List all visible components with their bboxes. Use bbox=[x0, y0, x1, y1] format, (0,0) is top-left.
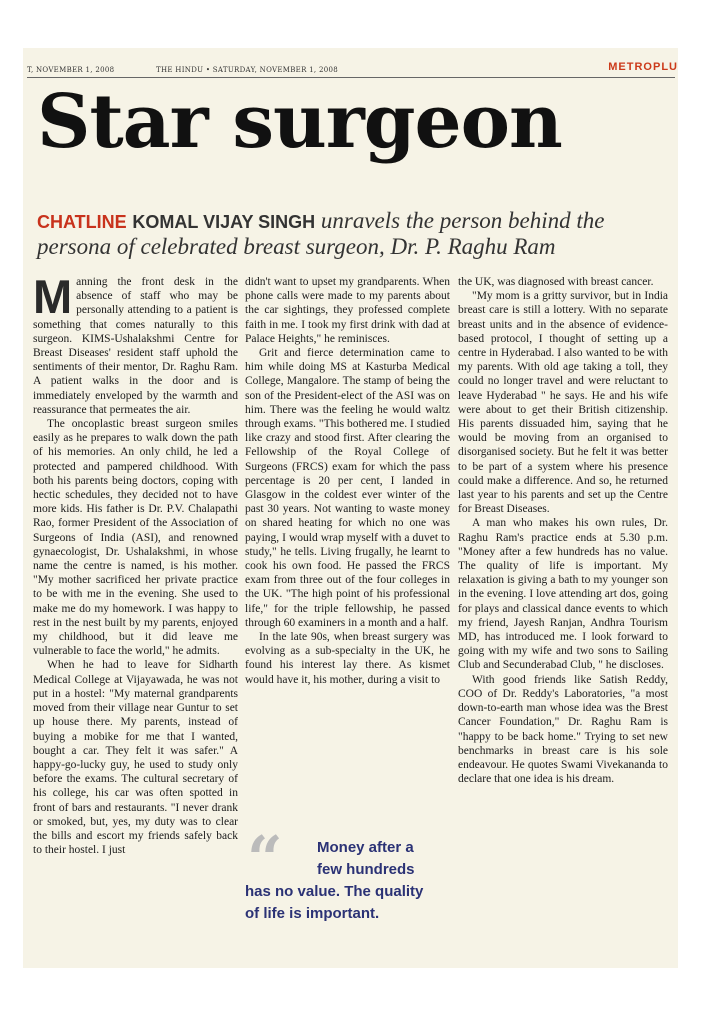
chatline-label: CHATLINE bbox=[37, 212, 127, 232]
article-column-3 bbox=[458, 275, 668, 786]
byline: KOMAL VIJAY SINGH bbox=[132, 212, 316, 232]
deck-text: unravels the person behind the persona of celebrated breast surgeon, Dr. P. Raghu Ram bbox=[37, 208, 605, 260]
article-column-1 bbox=[33, 270, 238, 857]
headline: Star surgeon bbox=[37, 79, 562, 165]
deck bbox=[37, 208, 667, 261]
header-masthead: THE HINDU • SATURDAY, NOVEMBER 1, 2008 bbox=[156, 66, 338, 74]
header-date-left: T, NOVEMBER 1, 2008 bbox=[27, 66, 115, 74]
pull-quote-line: Money after a bbox=[317, 839, 414, 856]
pull-quote bbox=[245, 822, 450, 932]
article-paragraph: When he had to leave for Sidharth Medical College at Vijayawada, he was not put in a hostel: "My maternal grandparents moved from their village near Guntur to set up house there. My parents, instead of buying a mobike for me that I wanted, bought a car. They felt it was safer." A happy-go-lucky guy, he used to study only before the exams. The cultural secretary of his college, his car was often spotted in front of bars and restaurants. "I never drank or smoked, but, yes, my duty was to clear the bills and escort my friends safely back to their hostel. I just bbox=[33, 659, 238, 857]
article-paragraph: With good friends like Satish Reddy, COO of Dr. Reddy's Laboratories, "a most down-to-earth man whose idea was the Brest Cancer Foundation," Dr. Raghu Ram is "happy to be back home." Trying to set new benchmarks in breast care is his sole endeavour. He quotes Swami Vivekananda to declare that one idea is his dream. bbox=[458, 673, 668, 786]
article-column-2 bbox=[245, 275, 450, 687]
article-paragraph: In the late 90s, when breast surgery was evolving as a sub-specialty in the UK, he found his interest lay there. As kismet would have it, his mother, during a visit to bbox=[245, 631, 450, 686]
section-label: METROPLU bbox=[608, 61, 678, 73]
pull-quote-line: has no value. The quality bbox=[245, 883, 424, 900]
article-paragraph: The oncoplastic breast surgeon smiles easily as he prepares to walk down the path of his memories. An only child, he led a protected and pampered childhood. With both his parents being doctors, coping with hectic schedules, they decided not to have more kids. His father is Dr. P.V. Chalapathi Rao, former President of the Association of Surgeons of India (ASI), and renowned gynaecologist, Dr. Ushalakshmi, in whose name the centre is named, is his mother. "My mother sacrificed her private practice to be with me in the evening. She used to make me do my homework. I was happy to rest in the nest built by my parents, enjoyed my childhood, but it did leave me vulnerable to face the world," he admits. bbox=[33, 418, 238, 658]
pull-quote-line: few hundreds bbox=[317, 861, 415, 878]
article-paragraph: Grit and fierce determination came to him while doing MS at Kasturba Medical College, Mangalore. The stamp of being the son of the President-elect of the ASI was on him. There was the feeling he would waltz through exams. "This bothered me. I studied like crazy and stood first. After clearing the Fellowship of the Royal College of Surgeons (FRCS) exam for which the pass percentage is 20 per cent, I landed in Glasgow in the coldest ever winter of the past 30 years. Not wanting to waste money on shared heating for which no one was paying, I would wrap myself with a duvet to study," he tells. Living frugally, he learnt to cook his own food. He passed the FRCS exam from three out of the four colleges in the UK. "The high point of his professional life," for the triple fellowship, he passed through 60 examiners in a month and a half. bbox=[245, 347, 450, 629]
drop-cap: M bbox=[33, 270, 73, 323]
pull-quote-line: of life is important. bbox=[245, 905, 380, 922]
article-paragraph: "My mom is a gritty survivor, but in India breast care is still a lottery. With no separate breast units and in the absence of evidence-based protocol, I thought of setting up a centre in Hyderabad. I also wanted to be with my parents. With old age taking a toll, they could no longer travel and were reluctant to leave Hyderabad " he says. He and his wife were about to get their British citizenship. His parents dissuaded him, saying that he would be moving from an organised to disorganised society. But he felt it was better to be part of a system where his presence could make a difference. And so, he returned last year to his parents and set up the Centre for Breast Diseases. bbox=[458, 290, 668, 516]
article-paragraph: anning the front desk in the absence of staff who may be personally attending to a patient is something that comes naturally to this surgeon. KIMS-Ushalakshmi Centre for Breast Diseases' resident staff uphold the sentiments of their mentor, Dr. Raghu Ram. A patient walks in the door and is immediately enveloped by the warmth and reassurance that permeates the air. bbox=[33, 276, 238, 416]
article-paragraph: A man who makes his own rules, Dr. Raghu Ram's practice ends at 5.30 p.m. "Money after a few hundreds has no value. The quality of life is important. My relaxation is giving a bath to my younger son in the evening. I love attending art dos, going for plays and classical dance events to which my friend, Jayesh Ranjan, Andhra Tourism MD, has introduced me. I look forward to going with my wife and two sons to Sailing Club and Secunderabad Club, " he discloses. bbox=[458, 517, 668, 672]
article-paragraph: didn't want to upset my grandparents. When phone calls were made to my parents about the car sightings, they professed complete faith in me. I took my first drink with dad at Palace Heights," he reminisces. bbox=[245, 276, 450, 345]
article-paragraph: the UK, was diagnosed with breast cancer. bbox=[458, 276, 654, 288]
quote-mark-icon: “ bbox=[247, 822, 283, 895]
